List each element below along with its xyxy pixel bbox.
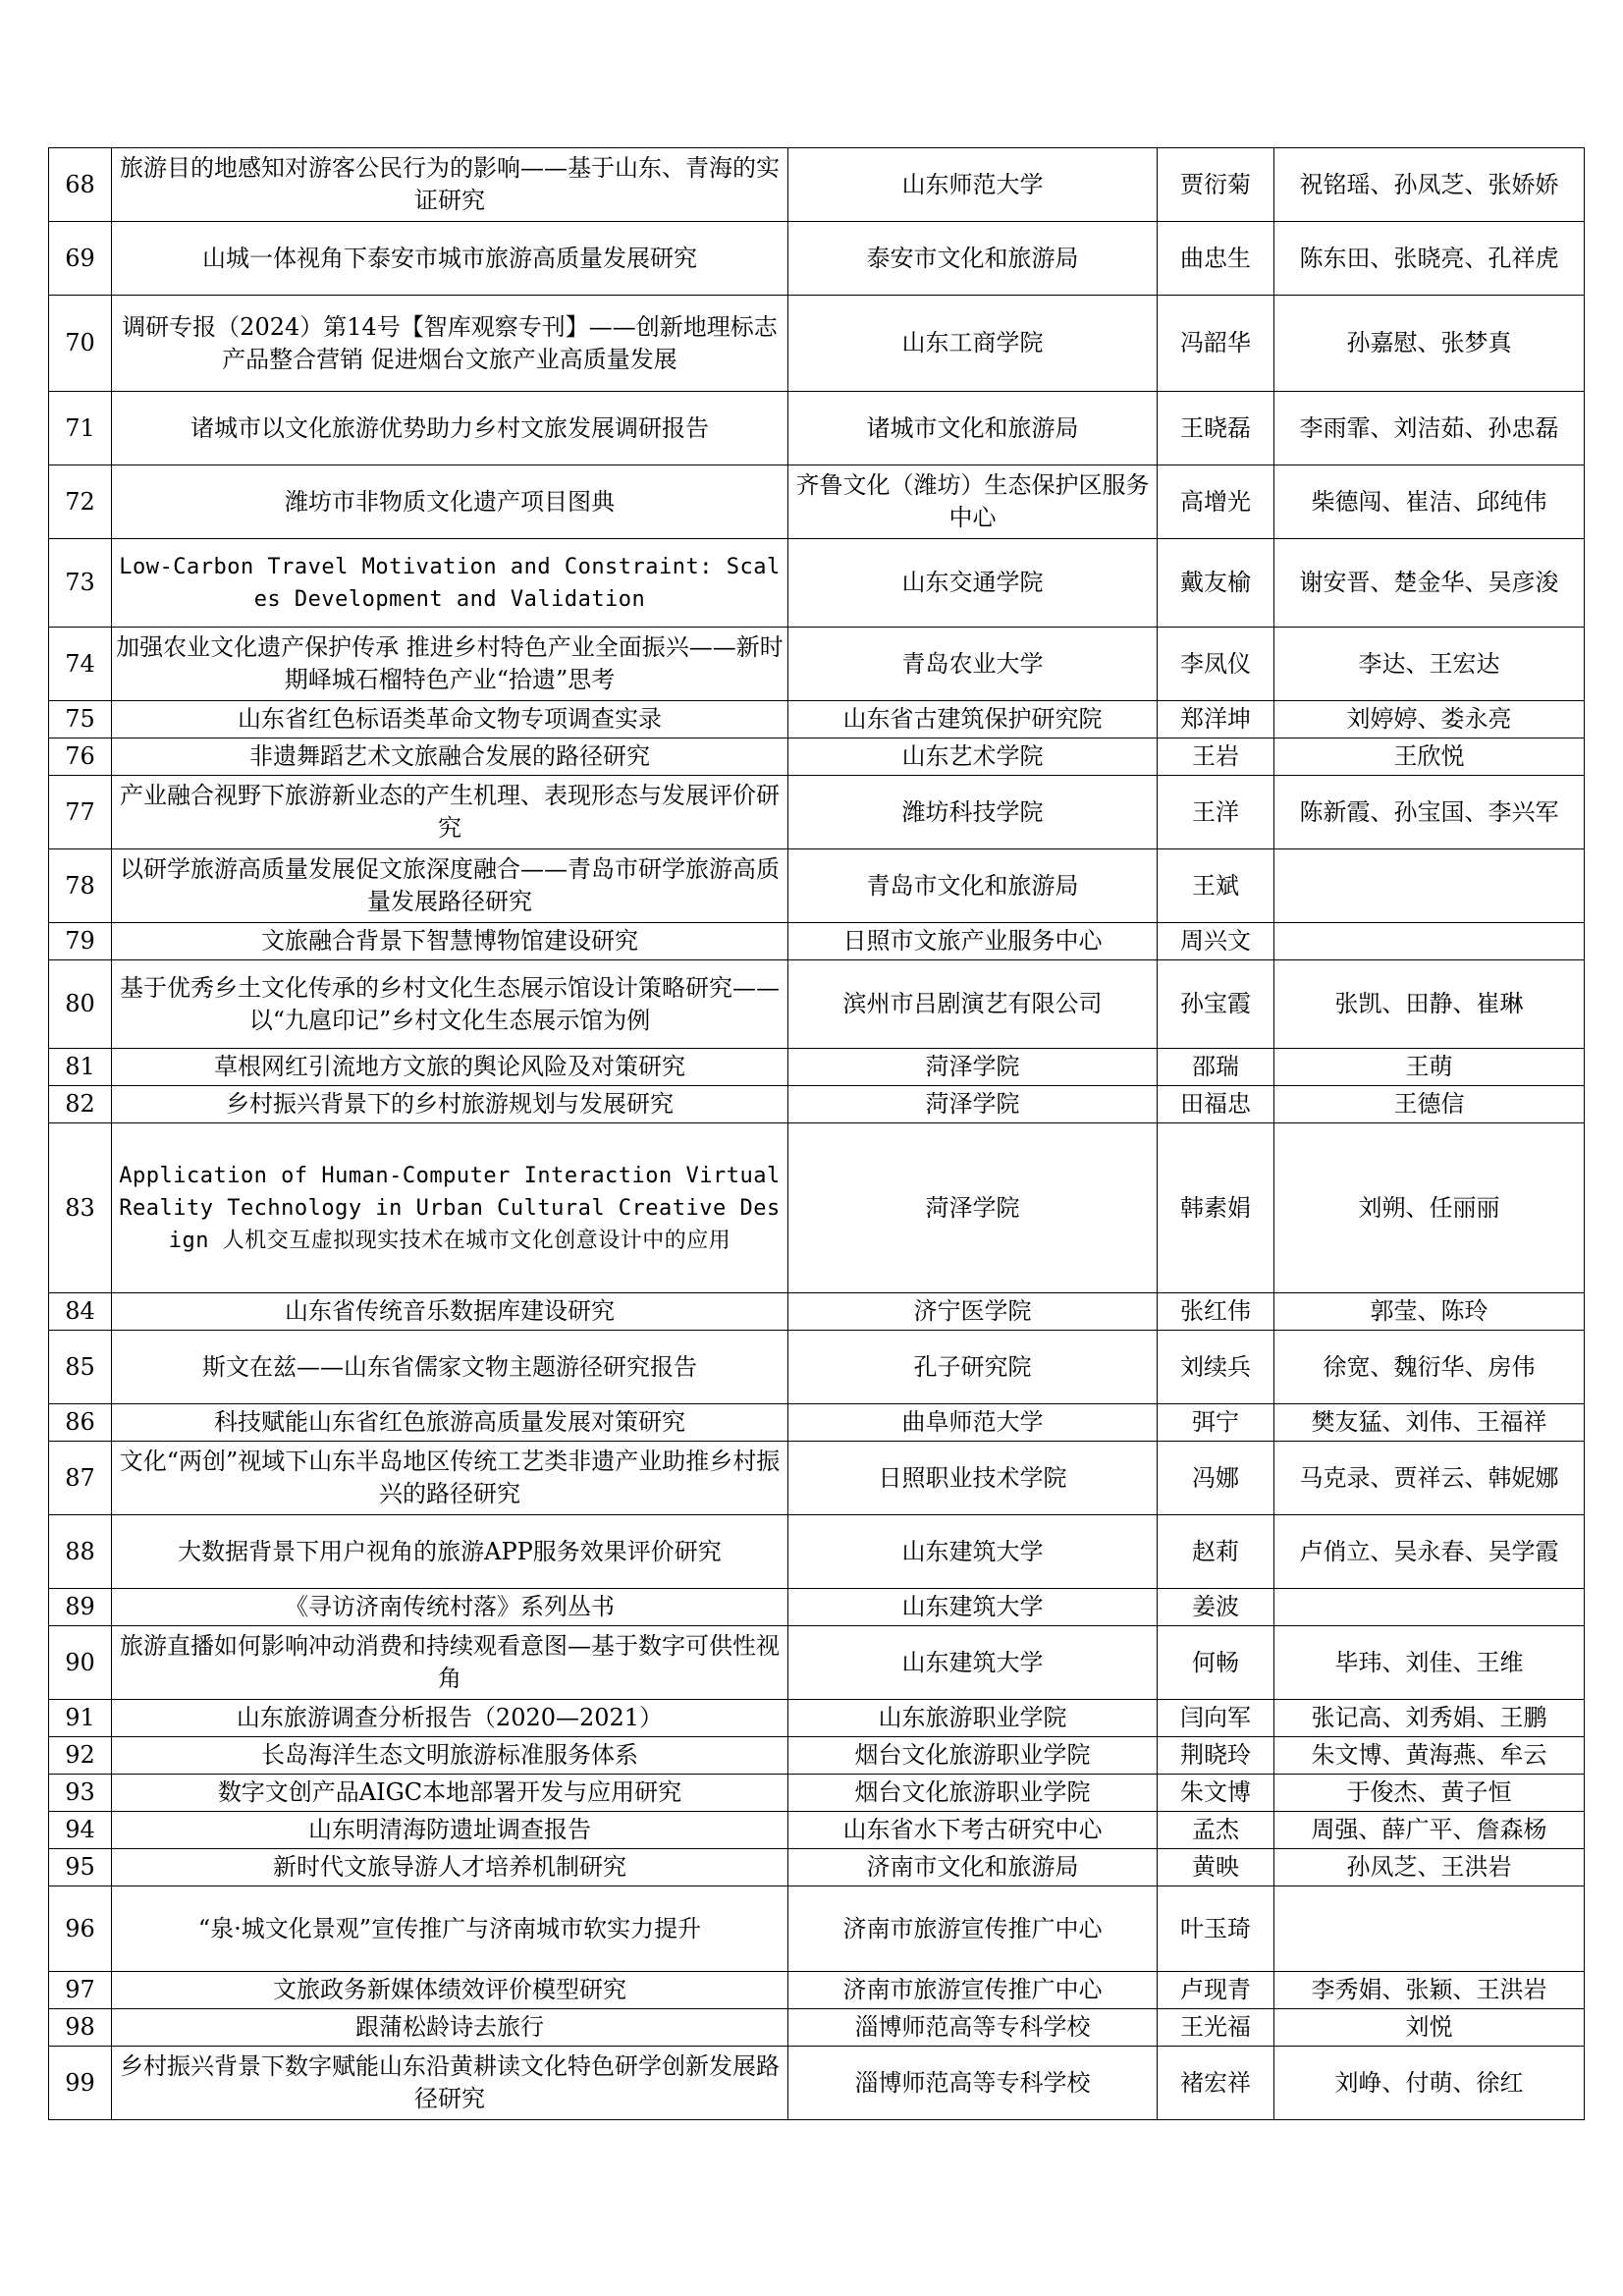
row-number: 83 <box>49 1123 112 1293</box>
table-row <box>49 465 1585 539</box>
row-number: 79 <box>49 923 112 960</box>
team-members: 孙嘉慰、张梦真 <box>1274 296 1585 392</box>
project-title: 科技赋能山东省红色旅游高质量发展对策研究 <box>112 1404 788 1442</box>
row-number: 90 <box>49 1626 112 1700</box>
team-members <box>1274 923 1585 960</box>
row-number: 89 <box>49 1589 112 1626</box>
table-row <box>49 1626 1585 1700</box>
project-leader: 孙宝霞 <box>1158 960 1274 1049</box>
row-number: 95 <box>49 1849 112 1886</box>
table-row <box>49 539 1585 628</box>
team-members: 陈新霞、孙宝国、李兴军 <box>1274 776 1585 849</box>
project-title: 山东省红色标语类革命文物专项调查实录 <box>112 701 788 738</box>
organization: 日照职业技术学院 <box>788 1442 1158 1515</box>
project-title: 潍坊市非物质文化遗产项目图典 <box>112 465 788 539</box>
project-leader: 叶玉琦 <box>1158 1886 1274 1972</box>
project-leader: 何畅 <box>1158 1626 1274 1700</box>
table-row <box>49 296 1585 392</box>
organization: 山东省水下考古研究中心 <box>788 1812 1158 1849</box>
organization: 山东建筑大学 <box>788 1626 1158 1700</box>
organization: 济南市旅游宣传推广中心 <box>788 1972 1158 2009</box>
table-row <box>49 628 1585 701</box>
project-leader: 黄映 <box>1158 1849 1274 1886</box>
project-leader: 弭宁 <box>1158 1404 1274 1442</box>
project-title: 文旅融合背景下智慧博物馆建设研究 <box>112 923 788 960</box>
organization: 曲阜师范大学 <box>788 1404 1158 1442</box>
row-number: 80 <box>49 960 112 1049</box>
table-row <box>49 1331 1585 1404</box>
project-title: 草根网红引流地方文旅的舆论风险及对策研究 <box>112 1049 788 1086</box>
project-title: 文化“两创”视域下山东半岛地区传统工艺类非遗产业助推乡村振兴的路径研究 <box>112 1442 788 1515</box>
project-leader: 孟杰 <box>1158 1812 1274 1849</box>
project-title: 山东旅游调查分析报告（2020—2021） <box>112 1700 788 1737</box>
team-members: 朱文博、黄海燕、牟云 <box>1274 1737 1585 1775</box>
table-body <box>49 148 1585 2120</box>
project-leader: 褚宏祥 <box>1158 2047 1274 2120</box>
table-row <box>49 1086 1585 1123</box>
organization: 山东省古建筑保护研究院 <box>788 701 1158 738</box>
team-members: 毕玮、刘佳、王维 <box>1274 1626 1585 1700</box>
team-members: 于俊杰、黄子恒 <box>1274 1775 1585 1812</box>
organization: 菏泽学院 <box>788 1086 1158 1123</box>
row-number: 75 <box>49 701 112 738</box>
row-number: 82 <box>49 1086 112 1123</box>
row-number: 71 <box>49 392 112 465</box>
table-row <box>49 392 1585 465</box>
project-title: 《寻访济南传统村落》系列丛书 <box>112 1589 788 1626</box>
project-title: 基于优秀乡土文化传承的乡村文化生态展示馆设计策略研究——以“九扈印记”乡村文化生态展示馆为例 <box>112 960 788 1049</box>
table-row <box>49 1737 1585 1775</box>
row-number: 94 <box>49 1812 112 1849</box>
organization: 菏泽学院 <box>788 1049 1158 1086</box>
team-members <box>1274 1589 1585 1626</box>
project-leader: 卢现青 <box>1158 1972 1274 2009</box>
project-title: 诸城市以文化旅游优势助力乡村文旅发展调研报告 <box>112 392 788 465</box>
project-leader: 周兴文 <box>1158 923 1274 960</box>
organization: 济宁医学院 <box>788 1293 1158 1331</box>
organization: 淄博师范高等专科学校 <box>788 2047 1158 2120</box>
table-row <box>49 776 1585 849</box>
team-members: 李秀娟、张颖、王洪岩 <box>1274 1972 1585 2009</box>
team-members: 陈东田、张晓亮、孔祥虎 <box>1274 222 1585 296</box>
team-members: 周强、薛广平、詹森杨 <box>1274 1812 1585 1849</box>
project-title: 山东省传统音乐数据库建设研究 <box>112 1293 788 1331</box>
table-row <box>49 222 1585 296</box>
project-leader: 荆晓玲 <box>1158 1737 1274 1775</box>
project-title: 新时代文旅导游人才培养机制研究 <box>112 1849 788 1886</box>
table-row <box>49 2047 1585 2120</box>
team-members: 祝铭瑶、孙凤芝、张娇娇 <box>1274 148 1585 222</box>
project-leader: 邵瑞 <box>1158 1049 1274 1086</box>
project-leader: 王洋 <box>1158 776 1274 849</box>
row-number: 85 <box>49 1331 112 1404</box>
organization: 泰安市文化和旅游局 <box>788 222 1158 296</box>
project-leader: 冯韶华 <box>1158 296 1274 392</box>
organization: 齐鲁文化（潍坊）生态保护区服务中心 <box>788 465 1158 539</box>
row-number: 98 <box>49 2009 112 2047</box>
project-leader: 郑洋坤 <box>1158 701 1274 738</box>
project-title: 加强农业文化遗产保护传承 推进乡村特色产业全面振兴——新时期峄城石榴特色产业“拾遗”思考 <box>112 628 788 701</box>
row-number: 92 <box>49 1737 112 1775</box>
organization: 山东建筑大学 <box>788 1589 1158 1626</box>
organization: 青岛市文化和旅游局 <box>788 849 1158 923</box>
project-title: 斯文在兹——山东省儒家文物主题游径研究报告 <box>112 1331 788 1404</box>
organization: 青岛农业大学 <box>788 628 1158 701</box>
row-number: 97 <box>49 1972 112 2009</box>
team-members: 卢俏立、吴永春、吴学霞 <box>1274 1515 1585 1589</box>
table-row <box>49 1849 1585 1886</box>
organization: 烟台文化旅游职业学院 <box>788 1737 1158 1775</box>
team-members <box>1274 1886 1585 1972</box>
organization: 淄博师范高等专科学校 <box>788 2009 1158 2047</box>
row-number: 91 <box>49 1700 112 1737</box>
team-members: 刘峥、付萌、徐红 <box>1274 2047 1585 2120</box>
project-leader: 贾衍菊 <box>1158 148 1274 222</box>
row-number: 99 <box>49 2047 112 2120</box>
table-row <box>49 1515 1585 1589</box>
row-number: 78 <box>49 849 112 923</box>
organization: 诸城市文化和旅游局 <box>788 392 1158 465</box>
team-members: 刘悦 <box>1274 2009 1585 2047</box>
organization: 山东旅游职业学院 <box>788 1700 1158 1737</box>
table-row <box>49 923 1585 960</box>
project-leader: 高增光 <box>1158 465 1274 539</box>
project-title: 以研学旅游高质量发展促文旅深度融合——青岛市研学旅游高质量发展路径研究 <box>112 849 788 923</box>
project-leader: 刘续兵 <box>1158 1331 1274 1404</box>
project-title: 山东明清海防遗址调查报告 <box>112 1812 788 1849</box>
row-number: 73 <box>49 539 112 628</box>
project-title: Application of Human-Computer Interaction Virtual Reality Technology in Urban Cultural Creative Design 人机交互虚拟现实技术在城市文化创意设计中的应用 <box>112 1123 788 1293</box>
project-title: 非遗舞蹈艺术文旅融合发展的路径研究 <box>112 738 788 776</box>
project-title: “泉·城文化景观”宣传推广与济南城市软实力提升 <box>112 1886 788 1972</box>
project-title: 乡村振兴背景下的乡村旅游规划与发展研究 <box>112 1086 788 1123</box>
table-row <box>49 1775 1585 1812</box>
row-number: 68 <box>49 148 112 222</box>
row-number: 81 <box>49 1049 112 1086</box>
project-leader: 韩素娟 <box>1158 1123 1274 1293</box>
organization: 山东艺术学院 <box>788 738 1158 776</box>
team-members: 李达、王宏达 <box>1274 628 1585 701</box>
table-row <box>49 1972 1585 2009</box>
project-title: Low-Carbon Travel Motivation and Constraint: Scales Development and Validation <box>112 539 788 628</box>
row-number: 72 <box>49 465 112 539</box>
row-number: 87 <box>49 1442 112 1515</box>
team-members: 孙凤芝、王洪岩 <box>1274 1849 1585 1886</box>
table-row <box>49 738 1585 776</box>
project-leader: 王岩 <box>1158 738 1274 776</box>
team-members: 郭莹、陈玲 <box>1274 1293 1585 1331</box>
team-members: 樊友猛、刘伟、王福祥 <box>1274 1404 1585 1442</box>
table-row <box>49 1049 1585 1086</box>
row-number: 84 <box>49 1293 112 1331</box>
table-row <box>49 701 1585 738</box>
team-members: 王萌 <box>1274 1049 1585 1086</box>
organization: 山东工商学院 <box>788 296 1158 392</box>
organization: 烟台文化旅游职业学院 <box>788 1775 1158 1812</box>
table-row <box>49 1123 1585 1293</box>
organization: 济南市旅游宣传推广中心 <box>788 1886 1158 1972</box>
row-number: 70 <box>49 296 112 392</box>
project-title: 数字文创产品AIGC本地部署开发与应用研究 <box>112 1775 788 1812</box>
row-number: 96 <box>49 1886 112 1972</box>
project-leader: 戴友榆 <box>1158 539 1274 628</box>
organization: 潍坊科技学院 <box>788 776 1158 849</box>
project-title: 调研专报（2024）第14号【智库观察专刊】——创新地理标志产品整合营销 促进烟台文旅产业高质量发展 <box>112 296 788 392</box>
table-row <box>49 1886 1585 1972</box>
team-members: 刘朔、任丽丽 <box>1274 1123 1585 1293</box>
project-title: 产业融合视野下旅游新业态的产生机理、表现形态与发展评价研究 <box>112 776 788 849</box>
project-title: 文旅政务新媒体绩效评价模型研究 <box>112 1972 788 2009</box>
project-leader: 李凤仪 <box>1158 628 1274 701</box>
organization: 山东师范大学 <box>788 148 1158 222</box>
table-row <box>49 148 1585 222</box>
table-row <box>49 1589 1585 1626</box>
table-row <box>49 1404 1585 1442</box>
organization: 日照市文旅产业服务中心 <box>788 923 1158 960</box>
project-leader: 王晓磊 <box>1158 392 1274 465</box>
team-members: 李雨霏、刘洁茹、孙忠磊 <box>1274 392 1585 465</box>
table-row <box>49 849 1585 923</box>
team-members: 张记高、刘秀娟、王鹏 <box>1274 1700 1585 1737</box>
team-members: 王德信 <box>1274 1086 1585 1123</box>
project-leader: 朱文博 <box>1158 1775 1274 1812</box>
project-leader: 王光福 <box>1158 2009 1274 2047</box>
table-row <box>49 1700 1585 1737</box>
table-row <box>49 960 1585 1049</box>
project-leader: 张红伟 <box>1158 1293 1274 1331</box>
table-row <box>49 2009 1585 2047</box>
team-members: 张凯、田静、崔琳 <box>1274 960 1585 1049</box>
row-number: 69 <box>49 222 112 296</box>
team-members: 徐宽、魏衍华、房伟 <box>1274 1331 1585 1404</box>
team-members: 刘婷婷、娄永亮 <box>1274 701 1585 738</box>
project-leader: 田福忠 <box>1158 1086 1274 1123</box>
project-leader: 曲忠生 <box>1158 222 1274 296</box>
organization: 菏泽学院 <box>788 1123 1158 1293</box>
row-number: 74 <box>49 628 112 701</box>
team-members: 马克录、贾祥云、韩妮娜 <box>1274 1442 1585 1515</box>
project-leader: 闫向军 <box>1158 1700 1274 1737</box>
team-members <box>1274 849 1585 923</box>
organization: 孔子研究院 <box>788 1331 1158 1404</box>
organization: 山东建筑大学 <box>788 1515 1158 1589</box>
team-members: 王欣悦 <box>1274 738 1585 776</box>
project-leader: 姜波 <box>1158 1589 1274 1626</box>
team-members: 谢安晋、楚金华、吴彦浚 <box>1274 539 1585 628</box>
project-leader: 冯娜 <box>1158 1442 1274 1515</box>
project-title: 跟蒲松龄诗去旅行 <box>112 2009 788 2047</box>
organization: 山东交通学院 <box>788 539 1158 628</box>
results-table <box>48 147 1585 2120</box>
organization: 滨州市吕剧演艺有限公司 <box>788 960 1158 1049</box>
project-title: 旅游目的地感知对游客公民行为的影响——基于山东、青海的实证研究 <box>112 148 788 222</box>
row-number: 77 <box>49 776 112 849</box>
organization: 济南市文化和旅游局 <box>788 1849 1158 1886</box>
project-title: 长岛海洋生态文明旅游标准服务体系 <box>112 1737 788 1775</box>
project-leader: 赵莉 <box>1158 1515 1274 1589</box>
table-row <box>49 1812 1585 1849</box>
table-row <box>49 1293 1585 1331</box>
table-row <box>49 1442 1585 1515</box>
row-number: 76 <box>49 738 112 776</box>
team-members: 柴德闯、崔洁、邱纯伟 <box>1274 465 1585 539</box>
project-title: 旅游直播如何影响冲动消费和持续观看意图—基于数字可供性视角 <box>112 1626 788 1700</box>
project-title: 乡村振兴背景下数字赋能山东沿黄耕读文化特色研学创新发展路径研究 <box>112 2047 788 2120</box>
row-number: 86 <box>49 1404 112 1442</box>
project-title: 山城一体视角下泰安市城市旅游高质量发展研究 <box>112 222 788 296</box>
row-number: 93 <box>49 1775 112 1812</box>
project-title: 大数据背景下用户视角的旅游APP服务效果评价研究 <box>112 1515 788 1589</box>
row-number: 88 <box>49 1515 112 1589</box>
project-leader: 王斌 <box>1158 849 1274 923</box>
